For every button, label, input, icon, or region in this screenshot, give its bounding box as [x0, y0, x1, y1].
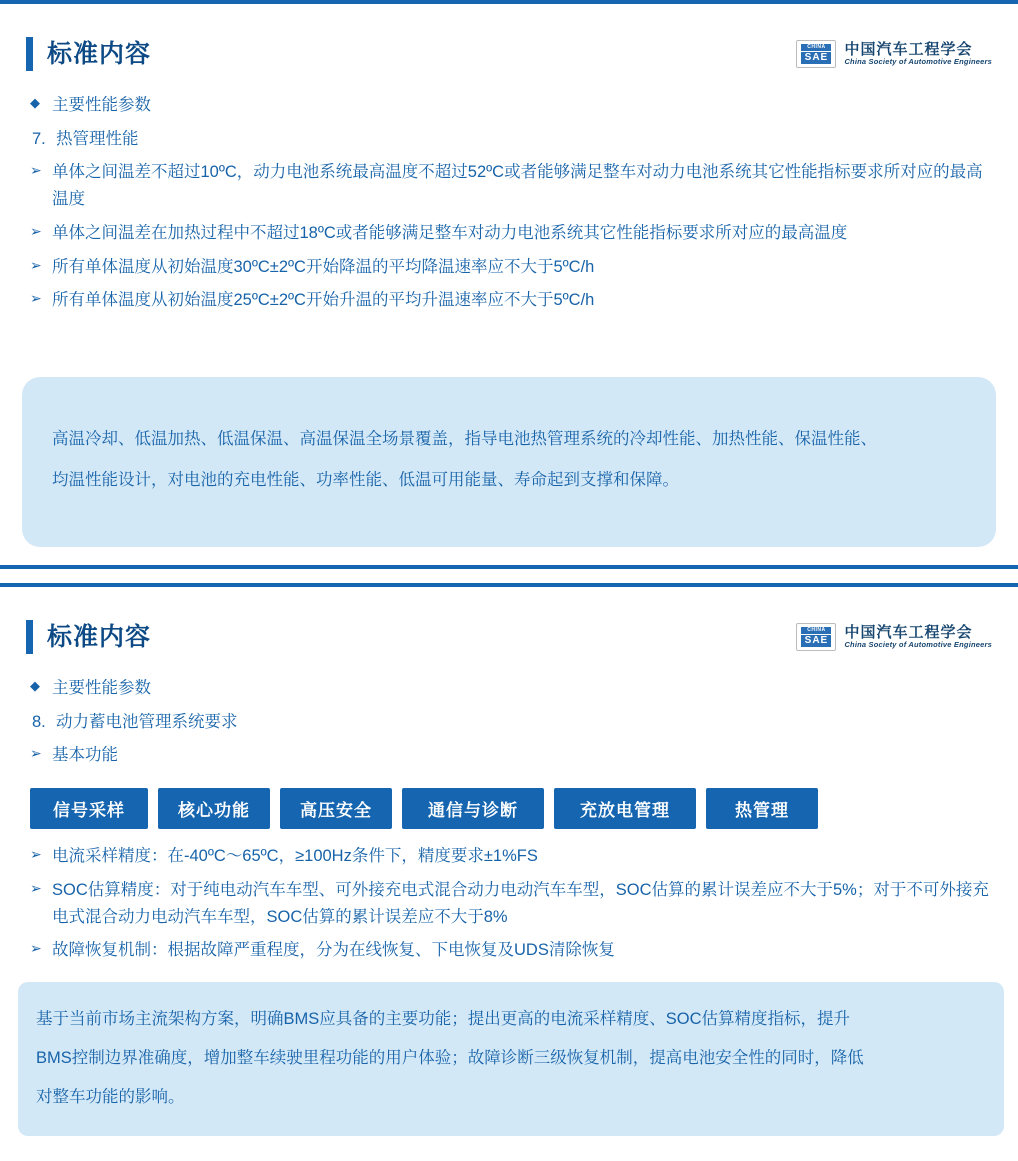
title-accent-bar [26, 37, 33, 71]
list-item [30, 675, 992, 702]
list-item-text: 单体之间温差在加热过程中不超过18ºC或者能够满足整车对动力电池系统其它性能指标要求所对应的最高温度 [52, 223, 848, 242]
summary-line: 对整车功能的影响。 [36, 1087, 185, 1106]
sae-logo-texts [844, 41, 992, 67]
chip-core-function: 核心功能 [158, 788, 270, 829]
arrow-bullet-icon: ➢ [30, 256, 42, 273]
summary-line: 高温冷却、低温加热、低温保温、高温保温全场景覆盖，指导电池热管理系统的冷却性能、加热性能、保温性能、 [52, 429, 877, 448]
list-item [32, 709, 992, 736]
sae-logo-texts [844, 624, 992, 650]
sae-logo-mark-icon [796, 623, 836, 651]
list-item-text: 电流采样精度：在-40ºC～65ºC，≥100Hz条件下，精度要求±1%FS [52, 847, 538, 866]
list-item-text: 故障恢复机制：根据故障严重程度，分为在线恢复、下电恢复及UDS清除恢复 [52, 941, 615, 960]
arrow-bullet-icon: ➢ [30, 846, 42, 863]
list-item [32, 126, 992, 153]
sae-logo-mark-bottom: SAE [801, 52, 831, 64]
list-item [30, 254, 992, 281]
list-item-text: 主要性能参数 [52, 96, 151, 114]
list-item-text: 基本功能 [52, 746, 118, 765]
diamond-bullet-icon: ◆ [30, 678, 40, 694]
sae-logo [796, 40, 992, 68]
arrow-bullet-icon: ➢ [30, 290, 42, 307]
slide-2-title-row [0, 587, 1018, 661]
slide-2-content-bottom [0, 843, 1018, 964]
list-item-number: 7. [32, 129, 46, 148]
slide-2 [0, 583, 1018, 1146]
arrow-bullet-icon: ➢ [30, 222, 42, 239]
list-item [30, 92, 992, 119]
arrow-bullet-icon: ➢ [30, 879, 42, 896]
sae-logo-name-cn: 中国汽车工程学会 [844, 624, 973, 642]
function-chip-row [0, 776, 1018, 843]
list-item-text: 所有单体温度从初始温度30ºC±2ºC开始降温的平均降温速率应不大于5ºC/h [52, 257, 595, 276]
chip-signal-sampling: 信号采样 [30, 788, 148, 829]
sae-logo [796, 623, 992, 651]
list-item [30, 742, 992, 769]
slide-2-bottom-pad [0, 1136, 1018, 1146]
sae-logo-mark-bottom: SAE [801, 635, 831, 647]
sae-logo-name-cn: 中国汽车工程学会 [844, 41, 973, 59]
slide-2-summary-note [18, 982, 1004, 1136]
chip-communication-diagnosis: 通信与诊断 [402, 788, 544, 829]
slide-1 [0, 0, 1018, 569]
slide-gap-band [0, 569, 1018, 583]
sae-logo-mark-icon [796, 40, 836, 68]
page-title: 标准内容 [47, 623, 152, 652]
slide-separator-rule [0, 565, 1018, 569]
slide-1-spacer [0, 321, 1018, 355]
slide-1-summary-note [22, 377, 996, 547]
title-accent-bar [26, 620, 33, 654]
arrow-bullet-icon: ➢ [30, 162, 42, 179]
sae-logo-mark-top: CHINA [801, 44, 831, 51]
chip-thermal-management: 热管理 [706, 788, 818, 829]
slide-2-content-top [0, 661, 1018, 769]
slide-1-content [0, 78, 1018, 314]
summary-line: 基于当前市场主流架构方案，明确BMS应具备的主要功能；提出更高的电流采样精度、SOC估算精度指标，提升 [36, 1010, 851, 1029]
list-item-number: 8. [32, 712, 46, 731]
sae-logo-mark-top: CHINA [801, 627, 831, 634]
list-item-text: 热管理性能 [56, 129, 139, 148]
arrow-bullet-icon: ➢ [30, 745, 42, 762]
list-item [30, 937, 992, 964]
summary-line: BMS控制边界准确度，增加整车续驶里程功能的用户体验；故障诊断三级恢复机制，提高电池安全性的同时，降低 [36, 1048, 864, 1067]
list-item [30, 877, 992, 930]
chip-charge-discharge-management: 充放电管理 [554, 788, 696, 829]
chip-high-voltage-safety: 高压安全 [280, 788, 392, 829]
list-item-text: 所有单体温度从初始温度25ºC±2ºC开始升温的平均升温速率应不大于5ºC/h [52, 291, 595, 310]
sae-logo-name-en: China Society of Automotive Engineers [844, 640, 992, 650]
list-item [30, 287, 992, 314]
summary-line: 均温性能设计，对电池的充电性能、功率性能、低温可用能量、寿命起到支撑和保障。 [52, 471, 679, 490]
diamond-bullet-icon: ◆ [30, 95, 40, 110]
sae-logo-name-en: China Society of Automotive Engineers [844, 57, 992, 67]
page-title: 标准内容 [47, 40, 152, 68]
slide-1-title-row [0, 4, 1018, 78]
list-item [30, 159, 992, 212]
list-item-text: SOC估算精度：对于纯电动汽车车型、可外接充电式混合动力电动汽车车型，SOC估算的累计误差应不大于5%；对于不可外接充电式混合动力电动汽车车型，SOC估算的累计误差应不大于8% [52, 880, 989, 926]
list-item [30, 843, 992, 870]
list-item-text: 动力蓄电池管理系统要求 [56, 712, 238, 731]
list-item-text: 主要性能参数 [52, 679, 151, 698]
list-item-text: 单体之间温差不超过10ºC，动力电池系统最高温度不超过52ºC或者能够满足整车对动力电池系统其它性能指标要求所对应的最高温度 [52, 163, 983, 209]
list-item [30, 220, 992, 247]
arrow-bullet-icon: ➢ [30, 940, 42, 957]
